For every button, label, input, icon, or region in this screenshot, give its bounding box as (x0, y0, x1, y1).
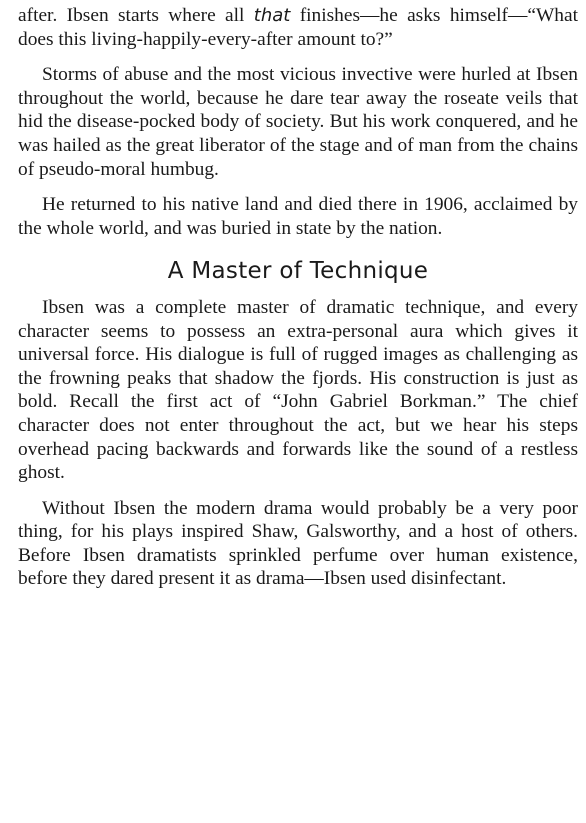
paragraph-5: Without Ibsen the modern drama would probably be a very poor thing, for his plays inspired Shaw, Galsworthy, and a host of others. Before Ibsen dramatists sprinkled perfume over human existence, before they dared present it as drama—Ibsen used disinfectant. (18, 497, 578, 590)
paragraph-2: Storms of abuse and the most vicious invective were hurled at Ibsen throughout the world, because he dare tear away the roseate veils that hid the disease-pocked body of society. But his work conquered, and he was hailed as the great liberator of the stage and of man from the chains of pseudo-moral humbug. (18, 64, 578, 180)
paragraph-4: Ibsen was a complete master of dramatic technique, and every character seems to possess an extra-personal aura which gives it universal force. His dialogue is full of rugged images as challenging as the frowning peaks that shadow the fjords. His construction is just as bold. Recall the first act of “John Gabriel Borkman.” The chief character does not enter throughout the act, but we hear his steps overhead pacing backwards and forwards like the sound of a restless ghost. (18, 296, 578, 484)
paragraph-1-emphasis: that (253, 5, 291, 26)
clipped-top-line (18, 0, 578, 4)
paragraph-3: He returned to his native land and died there in 1906, acclaimed by the whole world, and was buried in state by the nation. (18, 194, 578, 239)
article-page (18, 0, 578, 603)
section-heading: A Master of Technique (167, 258, 429, 285)
paragraph-1 (18, 4, 578, 51)
paragraph-1-start: after. Ibsen starts where all (18, 5, 254, 26)
paragraph-1-rest: finishes—he asks himself—“What does this living-happily-every-after amount to?” (18, 5, 578, 50)
